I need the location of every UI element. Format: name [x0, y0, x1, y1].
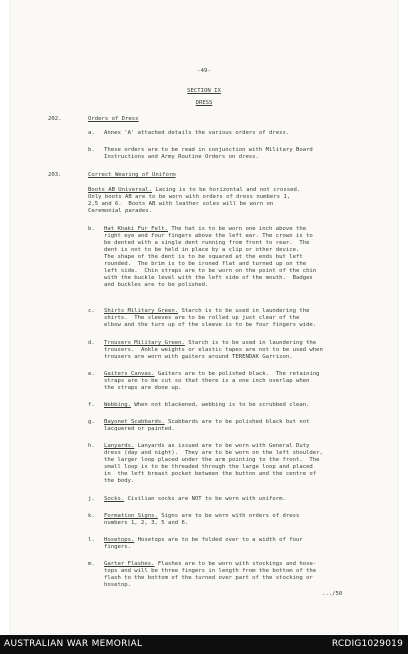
item-text: dent is not to be held in place by a clip or other device.: [104, 247, 300, 253]
item-text: the body.: [104, 478, 135, 484]
item-text: 2,5 and 6. Boots AB with leather soles will be worn on: [88, 201, 274, 207]
item-text: tops and will be three fingers in length from the bottom of the: [104, 568, 317, 574]
item-text: Flashes are to be worn with stockings and hose-: [154, 561, 317, 567]
item-first-line: [104, 561, 316, 568]
record-id: RCDIG1029019: [331, 639, 403, 649]
item-letter: g.: [88, 419, 95, 425]
item-letter: f.: [88, 402, 95, 408]
item-text: Scabbards are to be polished black but not: [164, 419, 310, 425]
item-letter: c.: [88, 308, 95, 314]
item-letter: k.: [88, 513, 95, 519]
section-subtitle: DRESS: [195, 100, 213, 106]
item-text: hosetop.: [104, 582, 131, 588]
item-text: Gaiters are to be polished black. The retaining: [154, 371, 320, 377]
continuation-marker: .../50: [322, 591, 343, 597]
item-text: The hat is to be worn one inch above the: [168, 226, 307, 232]
item-title: Lanyards.: [104, 443, 135, 449]
item-title: Webbing.: [104, 402, 131, 408]
item-first-line: [88, 187, 300, 194]
para-202-number: 202.: [48, 116, 62, 122]
archive-name: AUSTRALIAN WAR MEMORIAL: [4, 639, 143, 649]
item-first-line: [104, 308, 309, 315]
item-title: Boots AB Universal.: [88, 187, 152, 193]
item-text: Signs are to be worn with orders of dress: [157, 513, 300, 519]
item-text: trousers. Ankle weights or elastic tapes are not to be used when: [104, 347, 323, 353]
item-text: left side. Chin straps are to be worn on the point of the chin: [104, 268, 317, 274]
item-letter: l.: [88, 537, 95, 543]
para-203-heading: Correct Wearing of Uniform: [88, 172, 176, 178]
item-letter: b.: [88, 226, 95, 232]
item-title: Hosetops.: [104, 537, 135, 543]
item-text: rounded. The brim is to be ironed flat and turned up on the: [104, 261, 307, 267]
item-letter: d.: [88, 340, 95, 346]
item-text: Ceremonial parades.: [88, 208, 152, 214]
item-first-line: [104, 496, 286, 503]
item-title: Hat Khaki Fur Felt.: [104, 226, 168, 232]
item-text: with the buckle level with the left side of the mouth. Badges: [104, 275, 313, 281]
archive-footer-bar: [0, 635, 408, 654]
item-letter: m.: [88, 561, 95, 567]
item-text: Lacing is to be horizontal and not crossed.: [152, 187, 301, 193]
item-text: the straps are done up.: [104, 385, 182, 391]
item-text: dress (day and night). They are to be worn on the left shoulder,: [104, 450, 323, 456]
item-text: Only boots AB are to be worn with orders of dress numbers 1,: [88, 194, 291, 200]
item-first-line: [104, 340, 316, 347]
item-text: fingers.: [104, 544, 131, 550]
item-title: Socks.: [104, 496, 125, 502]
item-text: in the left breast pocket between the button and the centre of: [104, 471, 317, 477]
item-letter: b.: [88, 147, 95, 153]
item-text: Instructions and Army Routine Orders on dress.: [104, 154, 259, 160]
item-letter: e.: [88, 371, 95, 377]
item-text: small loop is to be threaded through the large loop and placed: [104, 464, 313, 470]
item-text: These orders are to be read in conjunction with Military Board: [104, 147, 313, 153]
item-text: Hosetops are to be folded over to a width of four: [134, 537, 303, 543]
item-text: right eye and four fingers above the left ear. The crown is to: [104, 233, 313, 239]
item-text: trousers are worn with gaiters around TERENDAK Garrison.: [104, 354, 293, 360]
item-text: and buckles are to be polished.: [104, 282, 209, 288]
item-text: flash to the bottom of the turned over part of the stocking or: [104, 575, 313, 581]
page-number: -49-: [197, 68, 211, 74]
item-text: When not blackened, webbing is to be scrubbed clean.: [130, 402, 310, 408]
item-first-line: [104, 226, 306, 233]
item-text: numbers 1, 2, 3, 5 and 6.: [104, 520, 189, 526]
section-title: SECTION IX: [187, 88, 221, 94]
item-text: Starch is to be used in laundering the: [178, 308, 310, 314]
item-title: Gaiters Canvas.: [104, 371, 155, 377]
item-title: Garter Flashes.: [104, 561, 155, 567]
para-202-heading: Orders of Dress: [88, 116, 139, 122]
item-first-line: [104, 537, 303, 544]
item-text: straps are to be cut so that there is a one inch overlap when: [104, 378, 310, 384]
document-page: [10, 0, 398, 633]
item-text: The shape of the dent is to be squared at the ends but left: [104, 254, 303, 260]
item-text: Lanyards as issued are to be worn with General Duty: [134, 443, 310, 449]
item-text: shirts. The sleeves are to be rolled up just clear of the: [104, 315, 300, 321]
para-203-number: 203.: [48, 172, 62, 178]
item-letter: h.: [88, 443, 95, 449]
item-text: Annex 'A' attached details the various orders of dress.: [104, 130, 290, 136]
item-letter: j.: [88, 496, 95, 502]
item-first-line: [104, 443, 309, 450]
item-first-line: [104, 419, 309, 426]
item-text: elbow and the turn up of the sleeve is to be four fingers wide.: [104, 322, 317, 328]
item-title: Bayonet Scabbards.: [104, 419, 165, 425]
item-text: Civilian socks are NOT to be worn with uniform.: [124, 496, 286, 502]
item-title: Shirts Military Green.: [104, 308, 179, 314]
item-text: Starch is to be used in laundering the: [184, 340, 317, 346]
item-text: lacquered or painted.: [104, 426, 175, 432]
item-first-line: [104, 513, 299, 520]
item-title: Trousers Military Green.: [104, 340, 185, 346]
item-first-line: [104, 402, 309, 409]
item-text: be dented with a single dent running from front to rear. The: [104, 240, 310, 246]
item-title: Formation Signs.: [104, 513, 158, 519]
item-text: the larger loop placed under the arm pointing to the front. The: [104, 457, 320, 463]
item-letter: a.: [88, 130, 95, 136]
item-first-line: [104, 371, 320, 378]
